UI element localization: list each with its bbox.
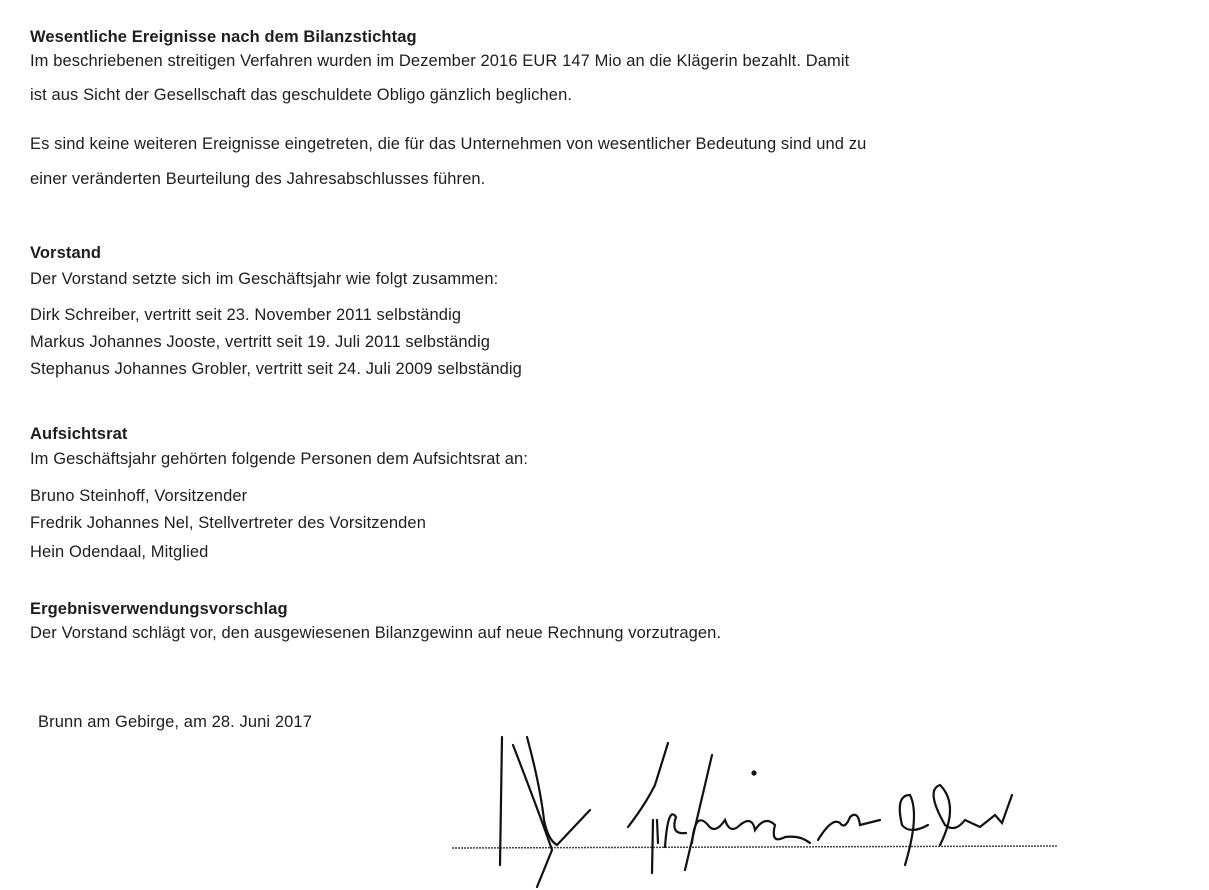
supervisory-member: Bruno Steinhoff, Vorsitzender xyxy=(30,487,248,505)
board-intro: Der Vorstand setzte sich im Geschäftsjahr wie folgt zusammen: xyxy=(30,270,499,288)
events-heading: Wesentliche Ereignisse nach dem Bilanzstichtag xyxy=(30,28,417,46)
events-line: Es sind keine weiteren Ereignisse eingetreten, die für das Unternehmen von wesentlicher Bedeutung sind und zu xyxy=(30,135,867,153)
proposal-text: Der Vorstand schlägt vor, den ausgewiesenen Bilanzgewinn auf neue Rechnung vorzutragen. xyxy=(30,624,722,642)
signature-grobler xyxy=(500,737,590,887)
signature-schreiber xyxy=(628,743,810,873)
supervisory-member: Fredrik Johannes Nel, Stellvertreter des Vorsitzenden xyxy=(30,514,426,532)
supervisory-heading: Aufsichtsrat xyxy=(30,425,128,443)
supervisory-intro: Im Geschäftsjahr gehörten folgende Personen dem Aufsichtsrat an: xyxy=(30,450,529,468)
supervisory-member: Hein Odendaal, Mitglied xyxy=(30,543,209,561)
board-member: Markus Johannes Jooste, vertritt seit 19. Juli 2011 selbständig xyxy=(30,333,490,351)
signatures xyxy=(440,725,1080,890)
signature-jooste xyxy=(818,785,1012,865)
board-member: Dirk Schreiber, vertritt seit 23. November 2011 selbständig xyxy=(30,306,462,324)
board-member: Stephanus Johannes Grobler, vertritt seit 24. Juli 2009 selbständig xyxy=(30,360,522,378)
events-line: einer veränderten Beurteilung des Jahresabschlusses führen. xyxy=(30,170,486,188)
proposal-heading: Ergebnisverwendungsvorschlag xyxy=(30,600,288,618)
place-date: Brunn am Gebirge, am 28. Juni 2017 xyxy=(38,713,312,731)
board-heading: Vorstand xyxy=(30,244,102,262)
events-line: ist aus Sicht der Gesellschaft das geschuldete Obligo gänzlich beglichen. xyxy=(30,86,573,104)
events-line: Im beschriebenen streitigen Verfahren wurden im Dezember 2016 EUR 147 Mio an die Klägerin bezahlt. Damit xyxy=(30,52,850,70)
signature-line xyxy=(452,846,1058,848)
